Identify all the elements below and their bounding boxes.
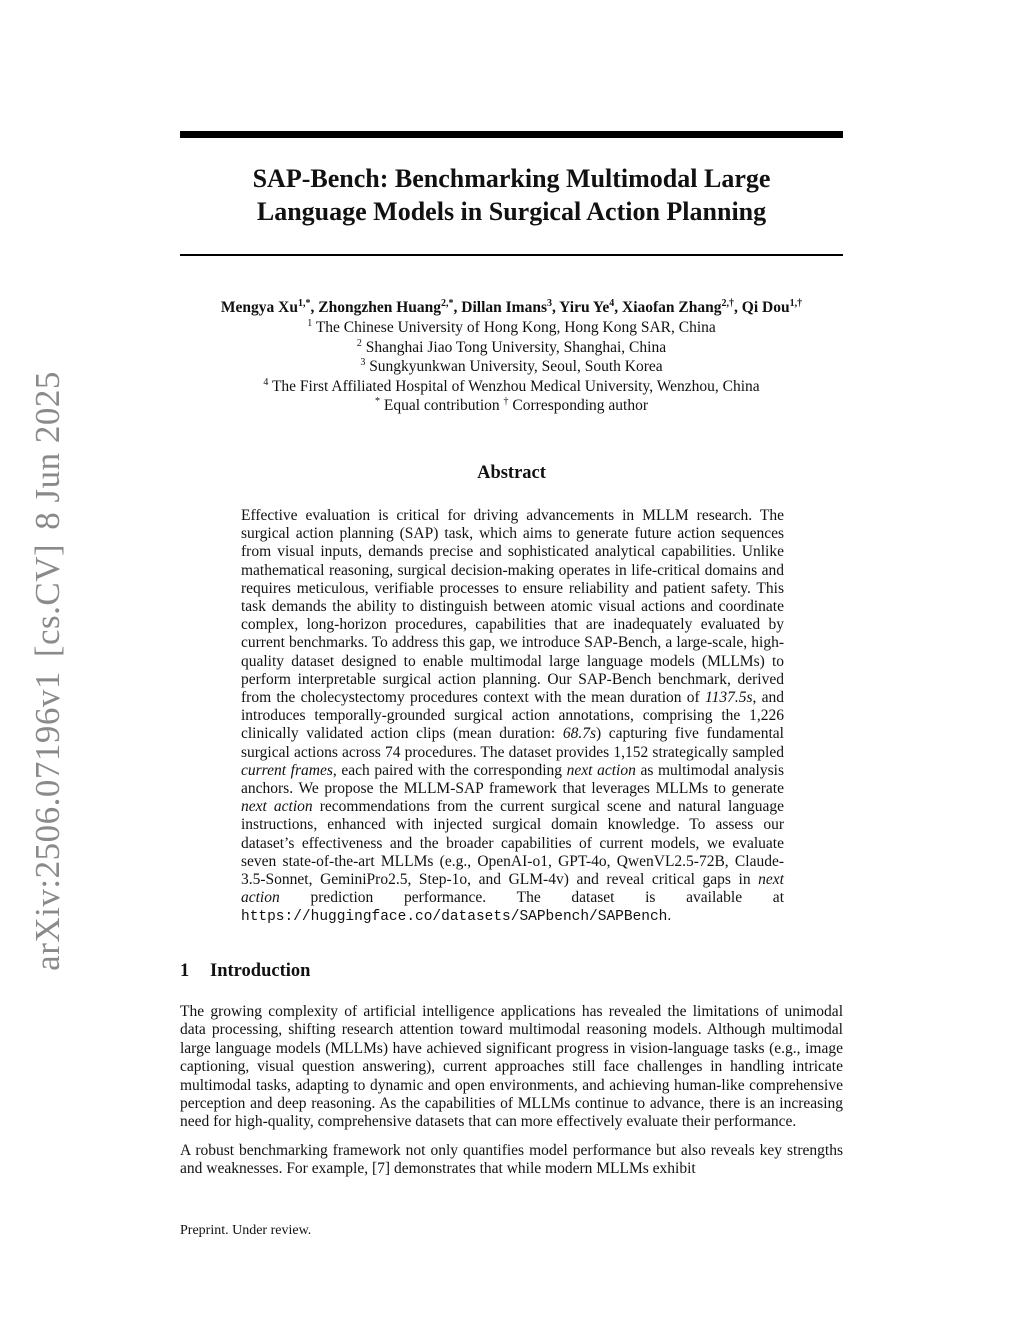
citation-link[interactable]: [7] (371, 1160, 391, 1178)
author-notes: * Equal contribution † Corresponding author (374, 395, 649, 414)
title-top-rule (180, 131, 843, 138)
author-list: Mengya $Xu^{1,*}$, Zhongzhen Huang$^{2,*}$, Dillan Imans$^3$, Yiru Ye$^4$, Xiaofan Zhang$^{2,\dagger}$, Qi Dou$^{1,\dagger}$ (220, 297, 803, 316)
arxiv-date: 8 Jun 2025 (28, 371, 67, 530)
intro-paragraph-2: A robust benchmarking framework not only quantifies model performance but also reveals key strengths and weaknesses. For example, [7] demonstrates that while modern MLLMs exhibit (180, 1141, 843, 1178)
abstract-body: Effective evaluation is critical for driving advancements in MLLM research. The surgical action planning (SAP) task, which aims to generate future action sequences from visual inputs, demands precise and sophisticated analytical capabilities. Unlike mathematical reasoning, surgical decision-making operates in life-critical domains and requires meticulous, verifiable processes to ensure reliability and patient safety. This task demands the ability to distinguish between atomic visual actions and coordinate complex, long-horizon procedures, capabilities that are inadequately evaluated by current benchmarks. To address this gap, we introduce SAP-Bench, a large-scale, high-quality dataset designed to enable multimodal large language models (MLLMs) to perform interpretable surgical action planning. Our SAP-Bench benchmark, derived from the cholecystectomy procedures context with the mean duration of 1137.5s, and introduces temporally-grounded surgical action annotations, comprising the 1,226 clinically validated action clips (mean duration: 68.7s) capturing five fundamental surgical actions across 74 procedures. The dataset provides 1,152 strategically sampled current frames, each paired with the corresponding next action as multimodal analysis anchors. We propose the MLLM-SAP framework that leverages MLLMs to generate next action recommendations from the current surgical scene and natural language instructions, enhanced with injected surgical domain knowledge. To assess our dataset’s effectiveness and the broader capabilities of current models, we evaluate seven state-of-the-art MLLMs (e.g., OpenAI-o1, GPT-4o, QwenVL2.5-72B, Claude-3.5-Sonnet, GeminiPro2.5, Step-1o, and GLM-4v) and reveal critical gaps in next action prediction performance. The dataset is available at https://huggingface.co/datasets/SAPbench/SAPBench. (241, 507, 784, 926)
title-bottom-rule (180, 254, 843, 256)
affiliation: $^4$ The First Affiliated Hospital of Wenzhou Medical University, Wenzhou, China (263, 376, 760, 395)
section-title: Introduction (210, 961, 311, 981)
title-line-1: SAP-Bench: Benchmarking Multimodal Large (252, 164, 771, 193)
arxiv-sidebar-stamp (28, 357, 68, 971)
paper-title (180, 162, 843, 228)
dataset-url-link[interactable]: https://huggingface.co/datasets/SAPbench/SAPBench (241, 909, 668, 926)
arxiv-category: [cs.CV] (28, 543, 67, 658)
author: Yiru Ye$^4$ (559, 297, 615, 316)
affiliation: $^1$ The Chinese University of Hong Kong, Hong Kong SAR, China (307, 317, 716, 336)
affiliation-list (180, 318, 843, 416)
preprint-footer: Preprint. Under review. (180, 1223, 312, 1238)
abstract-heading: Abstract (477, 463, 546, 483)
affiliation: $^2$ Shanghai Jiao Tong University, Shanghai, China (356, 337, 667, 356)
intro-paragraph-1: The growing complexity of artificial intelligence applications has revealed the limitations of unimodal data processing, shifting research attention toward multimodal reasoning models. Although multimodal large language models (MLLMs) have achieved significant progress in vision-language tasks (e.g., image captioning, visual question answering), current approaches still face challenges in handling intricate multimodal tasks, adapting to dynamic and open environments, and achieving human-like comprehensive perception and deep reasoning. As the capabilities of MLLMs continue to advance, there is an increasing need for high-quality, comprehensive datasets that can more effectively evaluate their performance. (180, 1003, 843, 1131)
section-number: 1 (180, 961, 190, 981)
introduction-body (180, 1003, 843, 1189)
affiliation: $^3$ Sungkyunkwan University, Seoul, South Korea (360, 356, 663, 375)
author: Zhongzhen Huang$^{2,*}$ (318, 297, 454, 316)
author: Dillan Imans$^3$ (461, 297, 552, 316)
author: Qi Dou$^{1,\dagger}$ (741, 297, 803, 316)
author: Xiaofan Zhang$^{2,\dagger}$ (622, 297, 735, 316)
section-heading-introduction (180, 961, 310, 982)
arxiv-id: arXiv:2506.07196v1 (28, 671, 67, 971)
title-line-2: Language Models in Surgical Action Planning (256, 197, 767, 226)
author: Mengya $Xu^{1,*}$ (220, 297, 311, 316)
